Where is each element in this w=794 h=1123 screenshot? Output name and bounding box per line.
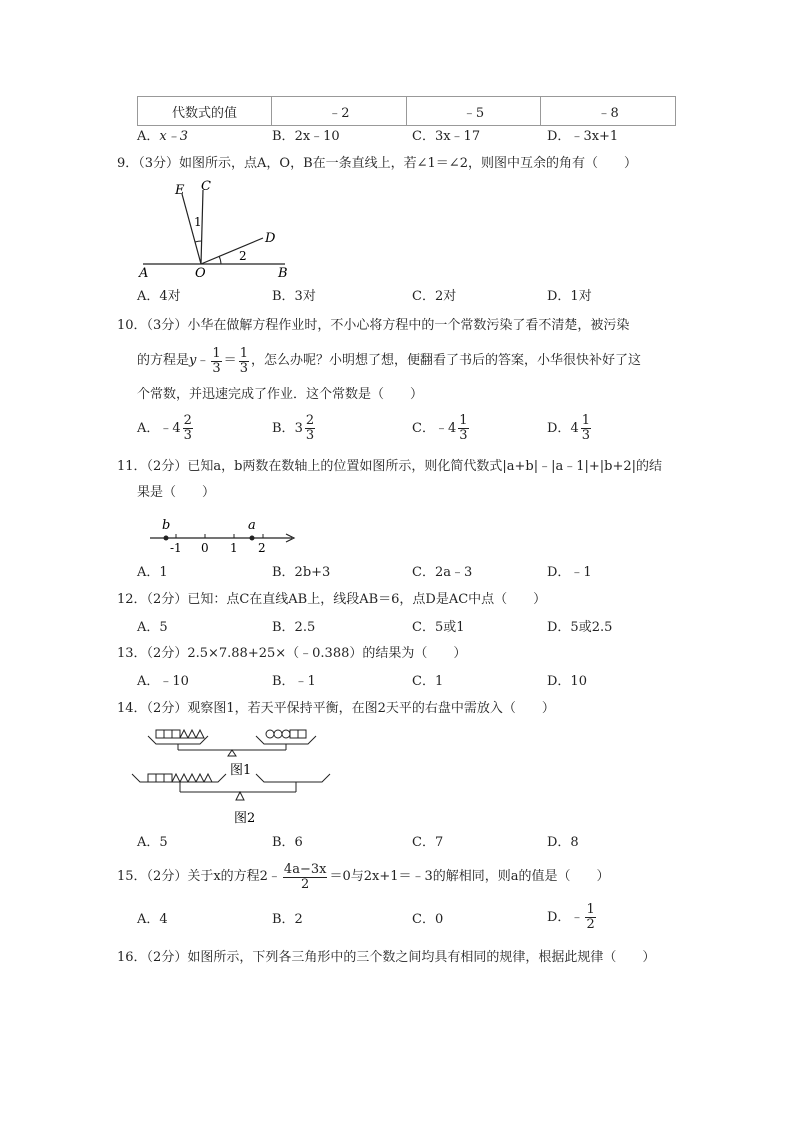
q9-option-b[interactable]: B．3对 xyxy=(272,289,316,304)
q15-option-a[interactable]: A．4 xyxy=(137,912,168,927)
q11-option-d[interactable]: D．﹣1 xyxy=(547,565,592,580)
q10-option-c[interactable]: C． ﹣4 $\frac{1}{3}$ xyxy=(412,413,468,443)
q13-option-a[interactable]: A．﹣10 xyxy=(137,674,189,689)
label-c: C xyxy=(201,179,211,194)
q10-line3: 个常数，并迅速完成了作业．这个常数是（ ） xyxy=(137,387,424,402)
q11-line1: 11．（2分）已知a，b两数在数轴上的位置如图所示，则化简代数式|a+b|﹣|a﹣1|+|b+2|的结 xyxy=(117,459,663,474)
q10-line2: 的方程是 y ﹣ $\frac{1}{3}$ ＝ $\frac{1}{3}$ ，怎么办呢？小明想了想，便翻看了书后的答案，小华很快补好了这 xyxy=(137,345,641,376)
tick-label: 2 xyxy=(258,541,266,554)
q9-option-c[interactable]: C．2对 xyxy=(412,289,457,304)
q14-stem: 14．（2分）观察图1，若天平保持平衡，在图2天平的右盘中需放入（ ） xyxy=(117,701,555,716)
table-header-cell: 代数式的值 xyxy=(138,97,272,126)
label-a: a xyxy=(248,518,256,533)
point-a xyxy=(250,536,255,541)
label-e: E xyxy=(175,183,185,198)
q12-option-d[interactable]: D．5或2.5 xyxy=(547,620,613,635)
label-d: D xyxy=(265,231,276,246)
q10-line1: 10．（3分）小华在做解方程作业时，不小心将方程中的一个常数污染了看不清楚，被污染 xyxy=(117,318,630,333)
q8-option-d[interactable]: D．﹣3x+1 xyxy=(547,129,619,144)
table-cell: ﹣5 xyxy=(406,97,541,126)
q9-angle-figure xyxy=(135,178,295,280)
q12-option-c[interactable]: C．5或1 xyxy=(412,620,465,635)
point-b xyxy=(164,536,169,541)
balance-2 xyxy=(132,774,330,826)
q10-option-d[interactable]: D． 4 $\frac{1}{3}$ xyxy=(547,413,590,443)
q10-option-b[interactable]: B． 3 $\frac{2}{3}$ xyxy=(272,413,315,443)
figure-2-caption: 图2 xyxy=(234,811,256,826)
q8-option-b[interactable]: B．2x﹣10 xyxy=(272,129,340,144)
balance-1 xyxy=(148,730,316,778)
q14-option-b[interactable]: B．6 xyxy=(272,835,303,850)
table-cell: ﹣8 xyxy=(541,97,676,126)
fraction: $\frac{1}{3}$ xyxy=(212,345,221,376)
q8-option-a[interactable]: A．x﹣3 xyxy=(137,129,188,144)
q15-option-d[interactable]: D． ﹣ $\frac{1}{2}$ xyxy=(547,902,595,932)
fraction: $\frac{4a-3x}{2}$ xyxy=(283,861,327,892)
q8-option-c[interactable]: C．3x﹣17 xyxy=(412,129,481,144)
label-b: b xyxy=(162,518,171,533)
q13-option-c[interactable]: C．1 xyxy=(412,674,444,689)
q14-option-a[interactable]: A．5 xyxy=(137,835,168,850)
tick-label: 0 xyxy=(201,541,209,554)
q9-option-a[interactable]: A．4对 xyxy=(137,289,181,304)
q13-option-d[interactable]: D．10 xyxy=(547,674,587,689)
q12-option-b[interactable]: B．2.5 xyxy=(272,620,316,635)
figure-1-caption: 图1 xyxy=(230,763,252,778)
q9-option-d[interactable]: D．1对 xyxy=(547,289,592,304)
tick-label: 1 xyxy=(230,541,238,554)
q11-option-b[interactable]: B．2b+3 xyxy=(272,565,331,580)
q11-option-a[interactable]: A．1 xyxy=(137,565,168,580)
q14-option-c[interactable]: C．7 xyxy=(412,835,444,850)
q16-stem: 16．（2分）如图所示，下列各三角形中的三个数之间均具有相同的规律，根据此规律（ ） xyxy=(117,950,656,965)
fraction: $\frac{1}{3}$ xyxy=(239,345,248,376)
q13-option-b[interactable]: B．﹣1 xyxy=(272,674,316,689)
table-cell: ﹣2 xyxy=(272,97,407,126)
q14-option-d[interactable]: D．8 xyxy=(547,835,579,850)
q11-number-line xyxy=(148,514,300,554)
q10-option-a[interactable]: A． ﹣4 $\frac{2}{3}$ xyxy=(137,413,192,443)
angle-1-label: 1 xyxy=(194,215,202,229)
q15-option-c[interactable]: C．0 xyxy=(412,912,444,927)
q9-stem: 9．（3分）如图所示，点A，O，B在一条直线上，若∠1＝∠2，则图中互余的角有（ ） xyxy=(117,156,637,171)
label-a: A xyxy=(139,266,149,280)
q12-option-a[interactable]: A．5 xyxy=(137,620,168,635)
values-table xyxy=(137,96,676,126)
q11-option-c[interactable]: C．2a﹣3 xyxy=(412,565,473,580)
q11-line2: 果是（ ） xyxy=(137,485,216,500)
q12-stem: 12．（2分）已知：点C在直线AB上，线段AB＝6，点D是AC中点（ ） xyxy=(117,592,547,607)
q15-option-b[interactable]: B．2 xyxy=(272,912,303,927)
angle-2-label: 2 xyxy=(239,249,247,263)
q15-stem: 15．（2分）关于x的方程2﹣ $\frac{4a-3x}{2}$ ＝0与2x+1＝﹣3的解相同，则a的值是（ ） xyxy=(117,861,610,892)
label-b: B xyxy=(278,266,288,280)
label-o: O xyxy=(195,266,206,280)
q14-balance-figure xyxy=(130,722,340,830)
q13-stem: 13．（2分）2.5×7.88+25×（﹣0.388）的结果为（ ） xyxy=(117,646,467,661)
tick-label: -1 xyxy=(170,541,182,554)
